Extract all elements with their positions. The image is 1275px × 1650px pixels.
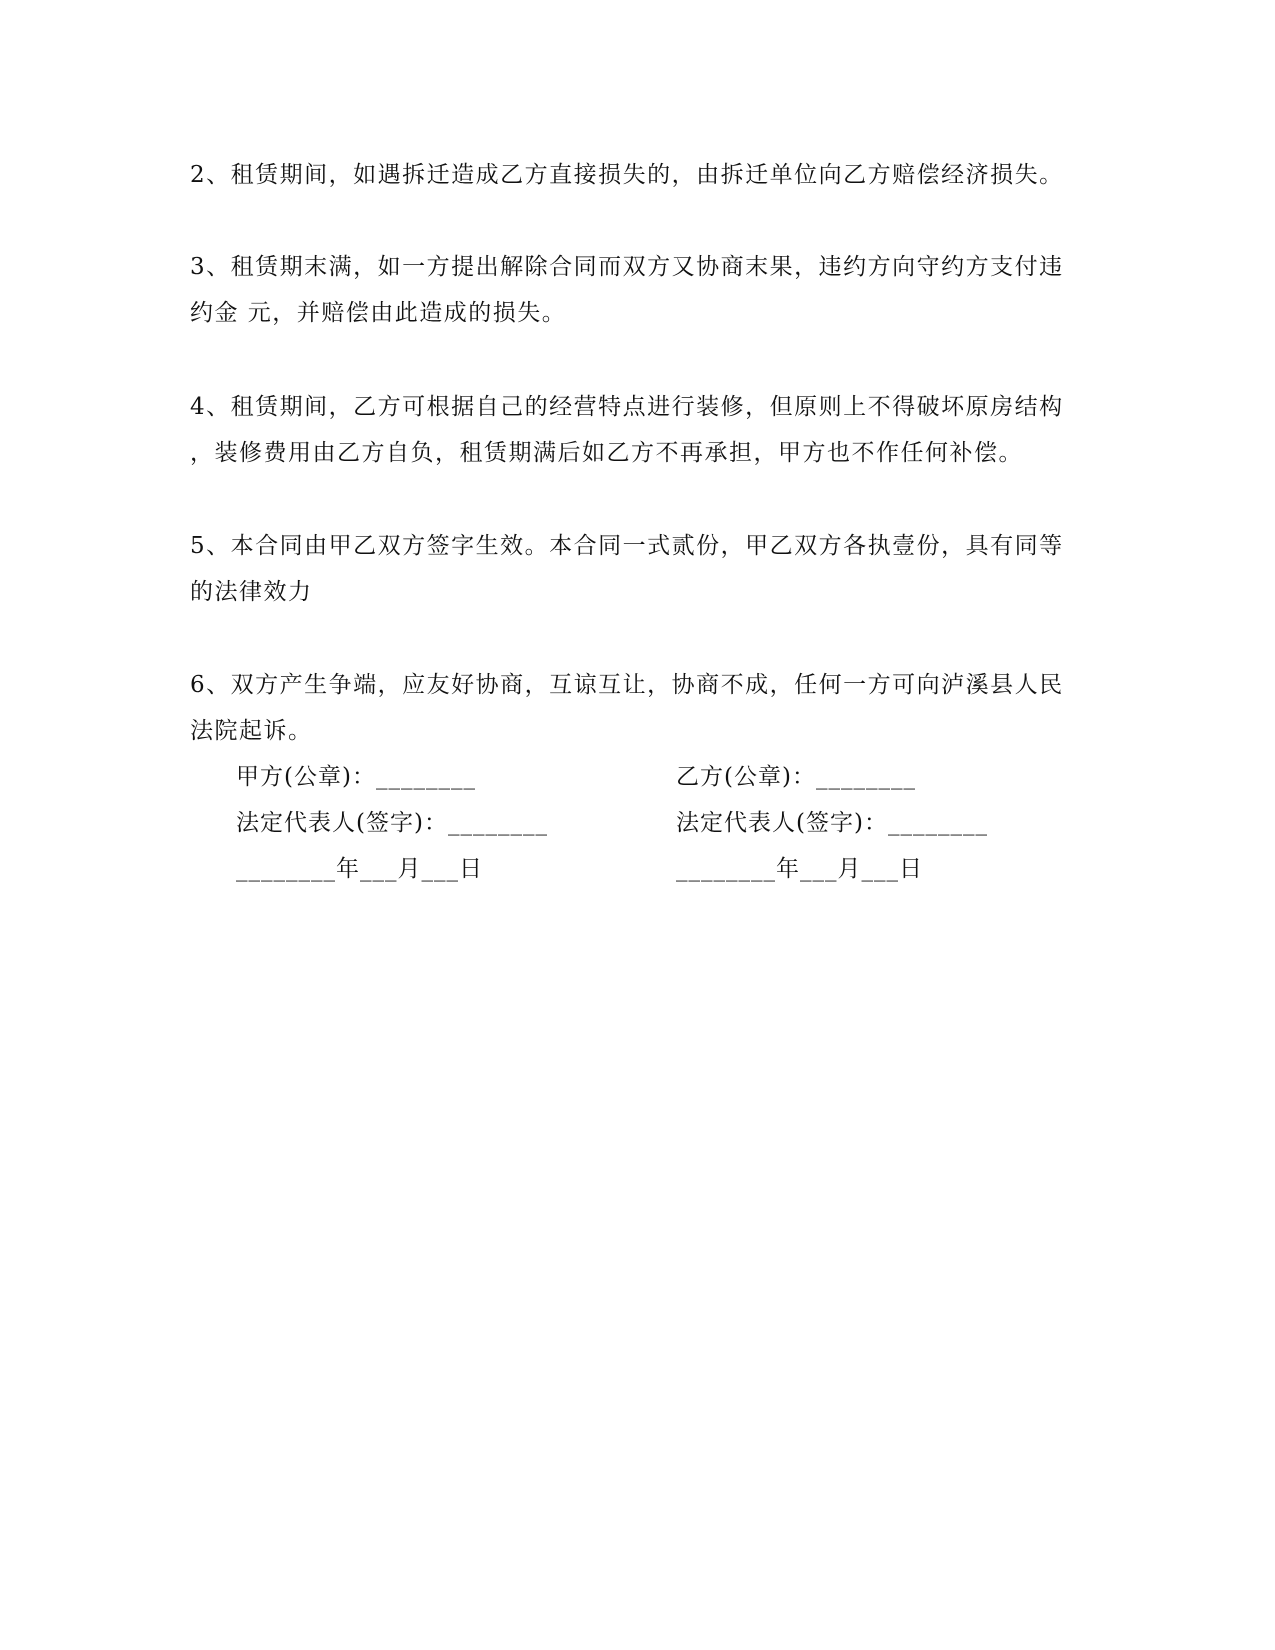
clause-6 (190, 662, 1064, 754)
clause-4 (190, 384, 1064, 476)
clause-line: 4、租赁期间，乙方可根据自己的经营特点进行装修，但原则上不得破坏原房结构 (190, 394, 1064, 420)
party-b-seal: 乙方(公章)：________ (676, 764, 916, 790)
party-b-date: ________年___月___日 (676, 856, 923, 882)
party-b-representative: 法定代表人(签字)：________ (676, 810, 988, 836)
clause-3 (190, 244, 1064, 336)
clause-line: 约金 元，并赔偿由此造成的损失。 (190, 300, 567, 326)
clause-line: 2、租赁期间，如遇拆迁造成乙方直接损失的，由拆迁单位向乙方赔偿经济损失。 (190, 162, 1064, 188)
clause-line: 6、双方产生争端，应友好协商，互谅互让，协商不成，任何一方可向泸溪县人民 (190, 672, 1064, 698)
clause-line: 5、本合同由甲乙双方签字生效。本合同一式贰份，甲乙双方各执壹份，具有同等 (190, 533, 1064, 559)
clause-line: 的法律效力 (190, 579, 313, 605)
party-a-representative: 法定代表人(签字)：________ (236, 810, 548, 836)
clause-2 (190, 152, 1064, 198)
clause-line: 法院起诉。 (190, 718, 313, 744)
clause-line: 3、租赁期末满，如一方提出解除合同而双方又协商末果，违约方向守约方支付违 (190, 254, 1064, 280)
clause-5 (190, 523, 1064, 615)
party-a-date: ________年___月___日 (236, 856, 483, 882)
clause-line: ，装修费用由乙方自负，租赁期满后如乙方不再承担，甲方也不作任何补偿。 (190, 440, 1023, 466)
party-a-seal: 甲方(公章)：________ (236, 764, 476, 790)
